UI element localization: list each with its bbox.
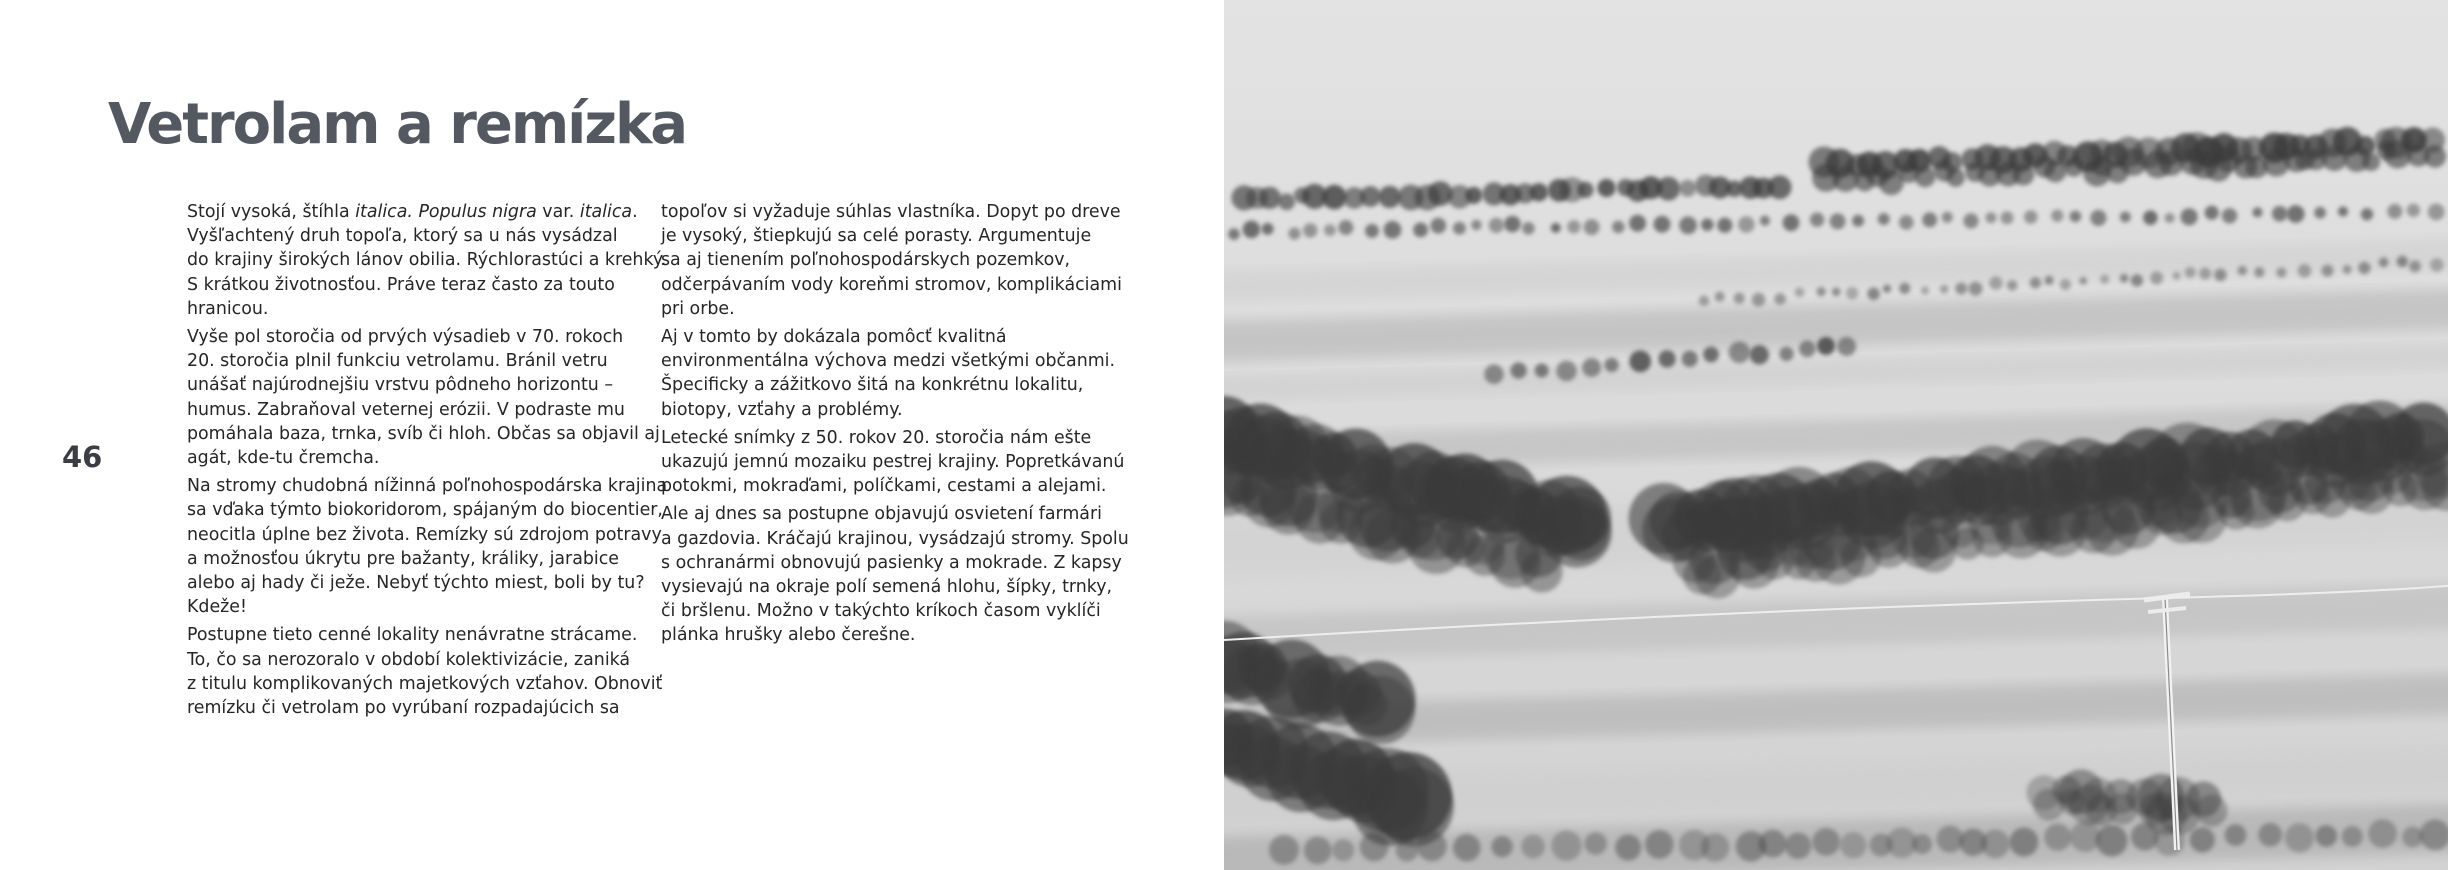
text-run: Ale aj dnes sa postupne objavujú osvietení farmári [661, 504, 1102, 525]
tree-blob [1551, 223, 1561, 233]
tree-blob [1955, 283, 1967, 295]
tree-blob [1324, 224, 1336, 236]
tree-blob [2424, 145, 2446, 167]
body-paragraph [187, 474, 668, 619]
tree-blob [2252, 207, 2262, 217]
tree-blob [1981, 830, 2010, 859]
tree-blob [1734, 293, 1745, 304]
tree-blob [1717, 218, 1732, 233]
text-run: Postupne tieto cenné lokality nenávratne strácame. [187, 625, 638, 646]
tree-blob [1656, 177, 1680, 201]
text-line [187, 200, 657, 224]
tree-blob [2343, 265, 2352, 274]
tree-blob [1417, 831, 1447, 861]
tree-blob [2407, 204, 2420, 217]
tree-blob [2430, 258, 2444, 272]
tree-blob [1799, 341, 1816, 358]
tree-blob [2143, 210, 2158, 225]
tree-blob [2199, 268, 2211, 280]
tree-blob [1832, 288, 1841, 297]
tree-blob [1942, 212, 1953, 223]
text-line [661, 273, 1131, 297]
tree-blob [2070, 211, 2082, 223]
italic-run: italica [579, 202, 633, 222]
tree-blob [1840, 832, 1866, 858]
tree-blob [1963, 213, 1978, 228]
tree-blob [1703, 347, 1719, 363]
text-run: To, čo sa nerozoralo v období kolektivizácie, zaniká [187, 649, 631, 670]
tree-blob [2387, 204, 2402, 219]
tree-blob [1989, 276, 2002, 289]
text-line [187, 349, 657, 373]
text-line [187, 595, 657, 619]
text-line [661, 349, 1131, 373]
text-line [187, 498, 663, 522]
tree-blob [1453, 834, 1481, 862]
tree-blob [2173, 272, 2181, 280]
tree-blob [1738, 216, 1755, 233]
tree-blob [1878, 213, 1890, 225]
tree-blob [1322, 185, 1347, 210]
tree-blob [2397, 256, 2408, 267]
text-run: vysievajú na okraje polí semená hlohu, šípky, trnky, [661, 577, 1113, 598]
text-line [187, 571, 657, 595]
tree-blob [1779, 347, 1793, 361]
tree-blob [1484, 364, 1504, 384]
tree-blob [1837, 337, 1856, 356]
tree-blob [2225, 824, 2247, 846]
tree-blob [2044, 824, 2071, 851]
text-column-left [187, 200, 668, 724]
tree-blob [2298, 264, 2312, 278]
tree-blob [2315, 825, 2337, 847]
tree-blob [2181, 208, 2198, 225]
tree-blob [1243, 221, 1261, 239]
tree-blob [1759, 830, 1787, 858]
text-run: agát, kde-tu čremcha. [187, 448, 380, 469]
tree-blob [2100, 275, 2109, 284]
tree-blob [1597, 179, 1615, 197]
tree-blob [2362, 153, 2380, 171]
text-run: sa aj tienením poľnohospodárskych pozemkov, [661, 250, 1071, 271]
text-line [187, 547, 657, 571]
tree-blob [1645, 830, 1674, 859]
text-run: neocitla úplne bez života. Remízky sú zdrojom potravy [187, 524, 662, 545]
tree-blob [1584, 832, 1607, 855]
tree-blob [2238, 266, 2248, 276]
tree-blob [2358, 262, 2370, 274]
text-line [187, 446, 657, 470]
tree-blob [1795, 288, 1805, 298]
tree-blob [2190, 827, 2215, 852]
tree-blob [1679, 216, 1697, 234]
tree-blob [2368, 819, 2397, 848]
text-line [661, 551, 1131, 575]
tree-blob [1785, 833, 1811, 859]
text-line [187, 672, 663, 696]
tree-blob [2090, 210, 2106, 226]
body-paragraph [661, 426, 1131, 499]
text-run: z titulu komplikovaných majetkových vzťahov. Obnoviť [187, 673, 663, 694]
text-run: 20. storočia plnil funkciu vetrolamu. Bránil vetru [187, 351, 608, 372]
text-line [187, 623, 657, 647]
tree-blob [2120, 274, 2129, 283]
tree-blob [1530, 183, 1548, 201]
tree-blob [2096, 825, 2128, 857]
tree-blob [1817, 287, 1826, 296]
tree-blob [2007, 280, 2018, 291]
text-run: Kdeže! [187, 597, 247, 618]
tree-blob [1830, 213, 1846, 229]
text-line [661, 224, 1131, 248]
text-run: Špecificky a zážitkovo šitá na konkrétnu lokalitu, [661, 375, 1084, 396]
text-run: Vyšľachtený druh topoľa, ktorý sa u nás vysádzal [187, 226, 618, 247]
text-run: . [632, 202, 638, 222]
text-line [661, 575, 1131, 599]
italic-run: italica. Populus nigra [355, 202, 537, 222]
tree-blob [2314, 207, 2326, 219]
text-line [187, 696, 657, 720]
text-run: do krajiny širokých lánov obilia. Rýchlorastúci a krehký. [187, 250, 667, 271]
text-run: alebo aj hady či ježe. Nebyť týchto miest, boli by tu? [187, 573, 645, 594]
page-number: 46 [62, 440, 103, 474]
text-run: plánka hrušky alebo čerešne. [661, 625, 916, 646]
tree-blob [1752, 293, 1766, 307]
tree-blob [2060, 279, 2071, 290]
tree-blob [2045, 276, 2054, 285]
text-line [661, 426, 1131, 450]
tree-blob [2051, 210, 2063, 222]
tree-blob [2070, 821, 2101, 852]
tree-blob [2361, 208, 2373, 220]
tree-blob [2338, 206, 2348, 216]
page-title: Vetrolam a remízka [108, 92, 687, 157]
tree-blob [2287, 205, 2305, 223]
tree-blob [2009, 828, 2038, 857]
tree-blob [1682, 351, 1698, 367]
tree-blob [1577, 182, 1593, 198]
text-run: potokmi, mokraďami, políčkami, cestami a alejami. [661, 476, 1107, 497]
text-run: humus. Zabraňoval veternej erózii. V podraste mu [187, 399, 625, 420]
tree-blob [1228, 228, 1240, 240]
tree-blob [1384, 221, 1402, 239]
text-line [187, 297, 657, 321]
tree-blob [1883, 285, 1891, 293]
tree-blob [1937, 826, 1964, 853]
tree-blob [1430, 218, 1446, 234]
text-run: či bršlenu. Možno v takýchto kríkoch časom vyklíči [661, 601, 1101, 622]
tree-blob [2379, 257, 2389, 267]
tree-blob [1899, 215, 1914, 230]
tree-blob [2205, 206, 2219, 220]
tree-blob [1567, 220, 1580, 233]
text-run: S krátkou životnosťou. Práve teraz často za touto [187, 274, 615, 295]
text-line [661, 373, 1131, 397]
tree-blob [1584, 219, 1600, 235]
tree-blob [1375, 767, 1454, 846]
text-run: Letecké snímky z 50. rokov 20. storočia nám ešte [661, 427, 1092, 448]
tree-blob [2342, 826, 2363, 847]
text-run: sa vďaka týmto biokoridorom, spájaným do biocentier, [187, 500, 663, 521]
tree-blob [2030, 277, 2041, 288]
text-line [661, 450, 1131, 474]
tree-blob [1783, 214, 1800, 231]
tree-blob [1701, 833, 1730, 862]
tree-blob [1658, 350, 1675, 367]
tree-blob [1940, 285, 1949, 294]
text-run: environmentálna výchova medzi všetkými občanmi. [661, 351, 1116, 372]
tree-blob [1612, 221, 1625, 234]
text-line [187, 224, 657, 248]
tree-blob [2222, 208, 2237, 223]
text-line [661, 325, 1131, 349]
tree-blob [1288, 228, 1300, 240]
tree-blob [2285, 823, 2314, 852]
tree-blob [1303, 223, 1317, 237]
text-line [187, 422, 660, 446]
tree-blob [1360, 186, 1381, 207]
tree-blob [1510, 362, 1526, 378]
tree-blob [1774, 293, 1786, 305]
tree-blob [1413, 223, 1428, 238]
tree-blob [1921, 287, 1929, 295]
text-run: Aj v tomto by dokázala pomôcť kvalitná [661, 327, 1007, 348]
tree-blob [1262, 223, 1274, 235]
tree-blob [2150, 272, 2163, 285]
tree-blob [2154, 825, 2185, 856]
tree-blob [1504, 216, 1521, 233]
tree-blob [1453, 222, 1466, 235]
text-run: hranicou. [187, 298, 269, 319]
tree-blob [1556, 361, 1577, 382]
tree-blob [1471, 220, 1482, 231]
text-line [187, 373, 657, 397]
tree-blob [2276, 267, 2286, 277]
landscape-svg [1224, 0, 2448, 870]
tree-blob [1922, 212, 1937, 227]
tree-blob [1629, 350, 1651, 372]
text-line [661, 599, 1131, 623]
tree-blob [2409, 260, 2421, 272]
tree-blob [1465, 187, 1482, 204]
tree-blob [1535, 364, 1549, 378]
tree-blob [1491, 836, 1512, 857]
text-run: ukazujú jemnú mozaiku pestrej krajiny. Popretkávanú [661, 452, 1125, 473]
tree-blob [1760, 216, 1770, 226]
tree-blob [2001, 211, 2014, 224]
tree-blob [1521, 835, 1545, 859]
text-line [187, 523, 662, 547]
body-paragraph [187, 325, 660, 470]
tree-blob [1551, 830, 1581, 860]
landscape-illustration [1224, 0, 2448, 870]
tree-blob [1715, 292, 1725, 302]
tree-blob [1912, 834, 1932, 854]
body-paragraph [661, 502, 1131, 647]
tree-blob [1914, 166, 1935, 187]
text-run: pri orbe. [661, 298, 735, 319]
text-line [661, 200, 1131, 224]
text-run: pomáhala baza, trnka, svíb či hloh. Občas sa objavil aj [187, 423, 660, 444]
tree-blob [1269, 835, 1299, 865]
body-paragraph [661, 325, 1131, 422]
text-run: a gazdovia. Kráčajú krajinou, vysádzajú stromy. Spolu [661, 528, 1129, 549]
tree-blob [1899, 283, 1910, 294]
tree-blob [1604, 358, 1618, 372]
text-run: remízku či vetrolam po vyrúbaní rozpadajúcich sa [187, 698, 620, 719]
text-line [661, 623, 1131, 647]
tree-blob [1985, 212, 1996, 223]
text-line [661, 474, 1131, 498]
tree-blob [2120, 212, 2131, 223]
tree-blob [1615, 834, 1641, 860]
text-run: Na stromy chudobná nížinná poľnohospodárska krajina [187, 476, 668, 497]
text-run: Vyše pol storočia od prvých výsadieb v 70. rokoch [187, 327, 624, 348]
text-line [661, 297, 1131, 321]
text-line [661, 398, 1131, 422]
text-line [187, 248, 667, 272]
tree-blob [1365, 224, 1379, 238]
tree-blob [1846, 287, 1859, 300]
tree-blob [1699, 295, 1710, 306]
tree-blob [1304, 837, 1332, 865]
tree-blob [1768, 175, 1792, 199]
tree-blob [1582, 358, 1601, 377]
tree-blob [1489, 218, 1504, 233]
tree-blob [1812, 828, 1840, 856]
text-run: a možnosťou úkrytu pre bažanty, králiky, jarabice [187, 548, 619, 569]
tree-blob [2214, 269, 2227, 282]
text-run: odčerpávaním vody koreňmi stromov, komplikáciami [661, 274, 1122, 295]
tree-blob [2185, 267, 2196, 278]
text-line [661, 248, 1131, 272]
text-run: s ochranármi obnovujú pasienky a mokrade. Z kapsy [661, 552, 1122, 573]
body-paragraph [187, 200, 667, 321]
tree-blob [1338, 220, 1353, 235]
tree-blob [2272, 206, 2288, 222]
tree-blob [2258, 823, 2282, 847]
tree-blob [1522, 222, 1535, 235]
text-line [187, 325, 657, 349]
text-run: Stojí vysoká, štíhla [187, 202, 356, 222]
text-line [187, 273, 657, 297]
tree-blob [2165, 213, 2175, 223]
tree-blob [1701, 218, 1714, 231]
tree-blob [1750, 345, 1769, 364]
text-run: je vysoký, štiepkujú sa celé porasty. Argumentuje [661, 226, 1092, 247]
tree-blob [1347, 676, 1415, 744]
tree-blob [1332, 839, 1354, 861]
text-run: topoľov si vyžaduje súhlas vlastníka. Dopyt po dreve [661, 202, 1121, 222]
text-line [661, 502, 1131, 526]
tree-blob [1654, 216, 1671, 233]
tree-blob [1379, 186, 1401, 208]
tree-blob [1521, 551, 1563, 593]
tree-blob [1810, 213, 1824, 227]
body-paragraph [661, 200, 1131, 321]
text-run: unášať najúrodnejšiu vrstvu pôdneho horizontu – [187, 375, 614, 396]
tree-blob [1679, 180, 1696, 197]
tree-blob [2254, 267, 2264, 277]
tree-blob [1969, 282, 1983, 296]
tree-blob [1852, 215, 1864, 227]
text-line [661, 527, 1131, 551]
tree-blob [1278, 193, 1295, 210]
tree-blob [1629, 215, 1646, 232]
text-column-right [661, 200, 1131, 652]
text-line [187, 474, 668, 498]
tree-blob [1396, 839, 1419, 862]
tree-blob [1867, 288, 1880, 301]
tree-blob [2024, 210, 2038, 224]
tree-blob [1729, 342, 1751, 364]
text-line [187, 648, 657, 672]
tree-blob [2079, 277, 2087, 285]
tree-blob [2321, 265, 2333, 277]
tree-blob [2428, 204, 2445, 221]
tree-blob [1817, 337, 1835, 355]
tree-blob [1360, 832, 1389, 861]
text-run: biotopy, vzťahy a problémy. [661, 399, 903, 420]
tree-blob [2131, 274, 2143, 286]
text-run: var. [536, 202, 580, 222]
body-paragraph [187, 623, 663, 720]
tree-blob [2196, 795, 2228, 827]
tree-blob [1259, 187, 1281, 209]
tree-blob [1946, 168, 1965, 187]
text-line [187, 398, 657, 422]
